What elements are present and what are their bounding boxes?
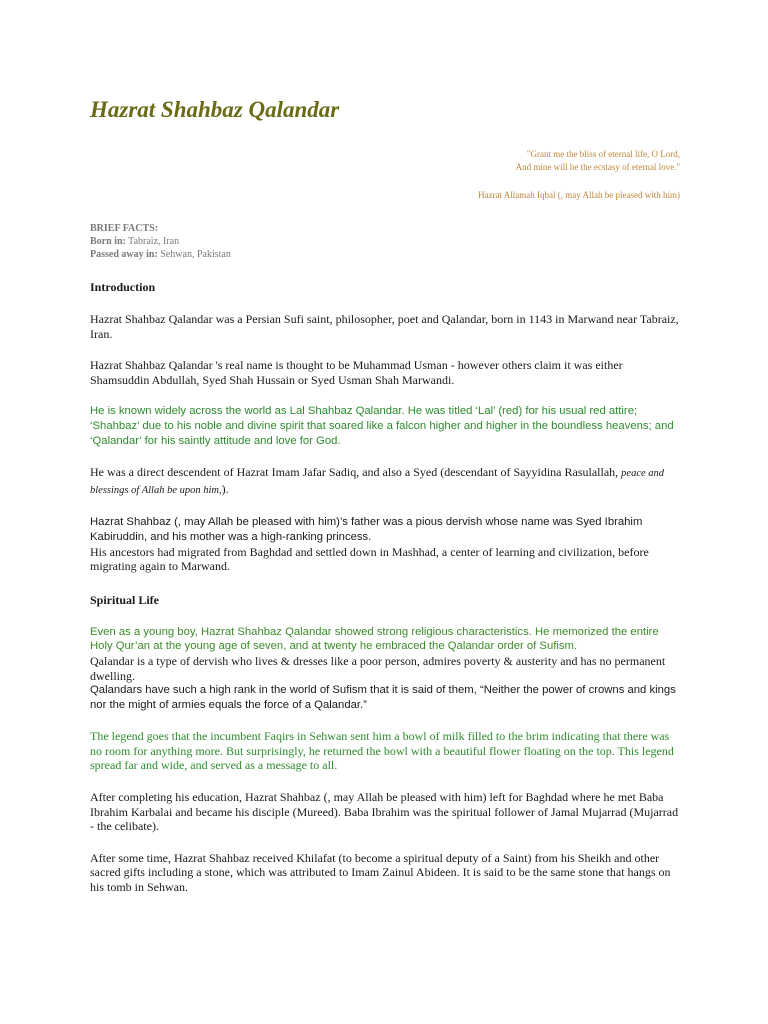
document-page (90, 96, 680, 895)
quote-block (90, 148, 680, 202)
quote-attribution: Hazrat Allamah Iqbal (, may Allah be pleased with him) (478, 190, 680, 200)
introduction-heading: Introduction (90, 280, 156, 294)
spiritual-life-heading: Spiritual Life (90, 592, 160, 607)
facts-died (90, 248, 680, 261)
intro-paragraph-4 (90, 465, 680, 498)
quote-line-2: And mine will be the ecstasy of eternal love." (515, 162, 680, 172)
intro-paragraph-5b: His ancestors had migrated from Baghdad and settled down in Mashhad, a center of learning and civilization, before migrating again to Marwand. (90, 544, 649, 574)
intro-paragraph-5a: Hazrat Shahbaz (, may Allah be pleased with him)’s father was a pious dervish whose name was Syed Ibrahim Kabiruddin, and his mother was a high-ranking princess. (90, 516, 643, 543)
quote-line-1: "Grant me the bliss of eternal life, O Lord, (526, 149, 680, 159)
intro-paragraph-1: Hazrat Shahbaz Qalandar was a Persian Sufi saint, philosopher, poet and Qalandar, born in 1143 in Marwand near Tabraiz, Iran. (90, 312, 679, 341)
spiritual-paragraph-1: Even as a young boy, Hazrat Shahbaz Qalandar showed strong religious characteristics. He memorized the entire Holy Qur’an at the young age of seven, and at twenty he embraced the Qalandar order of Sufism. (90, 625, 659, 653)
p4-end: ). (221, 481, 229, 496)
born-value: Tabraiz, Iran (128, 236, 180, 247)
intro-paragraph-2: Hazrat Shahbaz Qalandar 's real name is thought to be Muhammad Usman - however others claim it was either Shamsuddin Abdullah, Syed Shah Hussain or Syed Usman Shah Marwandi. (90, 358, 623, 387)
facts-heading: BRIEF FACTS: (90, 223, 159, 234)
spiritual-paragraph-4: The legend goes that the incumbent Faqirs in Sehwan sent him a bowl of milk filled to the brim indicating that there was no room for anything more. But surprisingly, he returned the bowl with a beautiful flower floating on the top. This legend spread far and wide, and served as a message to all. (90, 729, 674, 773)
page-title: Hazrat Shahbaz Qalandar (90, 97, 340, 122)
p4-italic: peace and blessings of Allah be upon him, (90, 468, 665, 496)
died-label: Passed away in: (90, 249, 158, 260)
spiritual-paragraph-5: After completing his education, Hazrat Shahbaz (, may Allah be pleased with him) left for Baghdad where he met Baba Ibrahim Karbalai and became his disciple (Mureed). Baba Ibrahim was the spiritual follower of Jamal Mujarrad (Mujarrad - the celibate). (90, 790, 679, 834)
brief-facts (90, 222, 680, 261)
spiritual-paragraph-3: Qalandars have such a high rank in the world of Sufism that it is said of them, “Neither the power of crowns and kings nor the might of armies equals the force of a Qalandar.” (90, 684, 676, 711)
spiritual-paragraph-6: After some time, Hazrat Shahbaz received Khilafat (to become a spiritual deputy of a Saint) from his Sheikh and other sacred gifts including a stone, which was attributed to Imam Zainul Abideen. It is said to be the same stone that hangs on his tomb in Sehwan. (90, 850, 671, 895)
died-value: Sehwan, Pakistan (160, 249, 231, 260)
born-label: Born in: (90, 236, 126, 247)
p4-main: He was a direct descendent of Hazrat Imam Jafar Sadiq, and also a Syed (descendant of Sayyidina Rasulallah, (90, 465, 622, 480)
intro-paragraph-3: He is known widely across the world as Lal Shahbaz Qalandar. He was titled ‘Lal’ (red) for his usual red attire; ‘Shahbaz’ due to his noble and divine spirit that soared like a falcon higher and higher in the boundless heavens; and ‘Qalandar’ for his saintly attitude and love for God. (90, 405, 674, 447)
facts-born (90, 235, 680, 248)
spiritual-paragraph-2: Qalandar is a type of dervish who lives & dresses like a poor person, admires poverty & austerity and has no permanent dwelling. (90, 653, 666, 683)
